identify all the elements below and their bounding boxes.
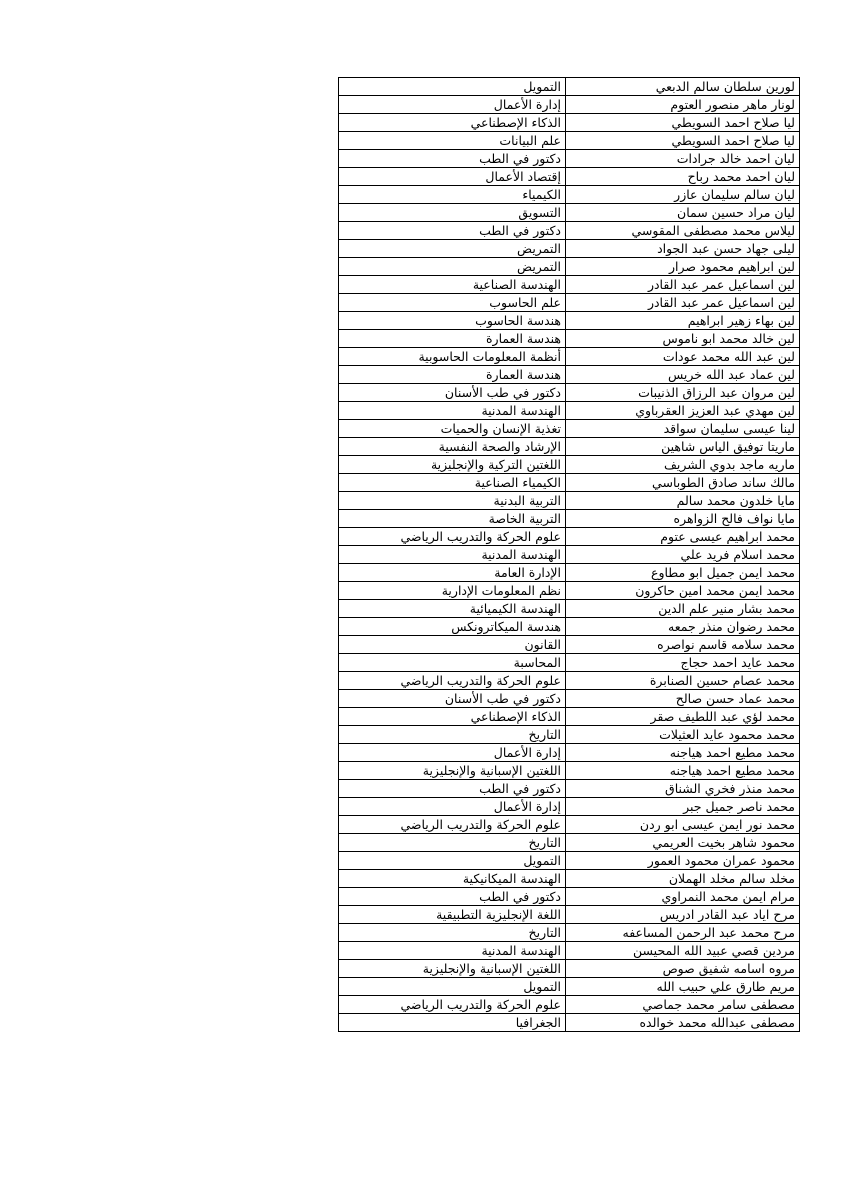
major-cell: الهندسة الكيميائية [339,600,566,618]
major-cell: التاريخ [339,924,566,942]
major-cell: علوم الحركة والتدريب الرياضي [339,528,566,546]
student-name-cell: لونار ماهر منصور العتوم [566,96,800,114]
table-row [339,168,800,186]
table-row [339,996,800,1014]
table-row [339,456,800,474]
table-row [339,150,800,168]
table-row [339,690,800,708]
major-cell: دكتور في الطب [339,888,566,906]
major-cell: الإرشاد والصحة النفسية [339,438,566,456]
table-row [339,1014,800,1032]
table-row [339,258,800,276]
major-cell: هندسة العمارة [339,330,566,348]
table-row [339,852,800,870]
major-cell: إدارة الأعمال [339,744,566,762]
major-cell: إدارة الأعمال [339,96,566,114]
table-row [339,978,800,996]
student-name-cell: لينا عيسى سليمان سواقد [566,420,800,438]
table-row [339,636,800,654]
student-name-cell: لين مهدي عبد العزيز العقرباوي [566,402,800,420]
major-cell: علوم الحركة والتدريب الرياضي [339,996,566,1014]
table-row [339,672,800,690]
table-row [339,708,800,726]
table-row [339,888,800,906]
student-name-cell: لين عماد عبد الله خريس [566,366,800,384]
major-cell: إدارة الأعمال [339,798,566,816]
student-name-cell: لين خالد محمد ابو ناموس [566,330,800,348]
student-name-cell: ماريتا توفيق الياس شاهين [566,438,800,456]
table-row [339,600,800,618]
major-cell: الهندسة المدنية [339,402,566,420]
student-name-cell: محمد بشار منير علم الدين [566,600,800,618]
table-row [339,942,800,960]
major-cell: الكيمياء [339,186,566,204]
table-row [339,186,800,204]
student-name-cell: مصطفى سامر محمد جماصي [566,996,800,1014]
table-row [339,960,800,978]
student-name-cell: مخلد سالم مخلد الهملان [566,870,800,888]
table-row [339,276,800,294]
major-cell: اللغتين الإسبانية والإنجليزية [339,762,566,780]
student-name-cell: محمد محمود عايد العثيلات [566,726,800,744]
student-name-cell: لين بهاء زهير ابراهيم [566,312,800,330]
table-row [339,438,800,456]
student-name-cell: محمد ابراهيم عيسى عتوم [566,528,800,546]
table-row [339,402,800,420]
major-cell: أنظمة المعلومات الحاسوبية [339,348,566,366]
major-cell: اللغتين التركية والإنجليزية [339,456,566,474]
student-name-cell: محمد ايمن محمد امين حاكرون [566,582,800,600]
student-name-cell: محمد ناصر جميل جبر [566,798,800,816]
student-name-cell: لين ابراهيم محمود صرار [566,258,800,276]
student-name-cell: محمد لؤي عبد اللطيف صقر [566,708,800,726]
table-row [339,528,800,546]
major-cell: القانون [339,636,566,654]
student-name-cell: محمد عماد حسن صالح [566,690,800,708]
student-name-cell: ليلى جهاد حسن عبد الجواد [566,240,800,258]
major-cell: تغذية الإنسان والحميات [339,420,566,438]
major-cell: الهندسة المدنية [339,942,566,960]
major-cell: التمويل [339,978,566,996]
student-name-cell: ليان احمد محمد رباح [566,168,800,186]
student-name-cell: محمد مطيع احمد هياجنه [566,744,800,762]
table-row [339,780,800,798]
student-name-cell: مالك ساند صادق الطوباسي [566,474,800,492]
major-cell: الجغرافيا [339,1014,566,1032]
major-cell: علوم الحركة والتدريب الرياضي [339,816,566,834]
major-cell: التسويق [339,204,566,222]
table-row [339,654,800,672]
major-cell: الذكاء الإصطناعي [339,114,566,132]
major-cell: دكتور في الطب [339,780,566,798]
student-name-cell: محمد مطيع احمد هياجنه [566,762,800,780]
major-cell: علم البيانات [339,132,566,150]
major-cell: دكتور في طب الأسنان [339,384,566,402]
major-cell: اللغتين الإسبانية والإنجليزية [339,960,566,978]
table-row [339,420,800,438]
table-row [339,222,800,240]
table-row [339,924,800,942]
table-row [339,96,800,114]
table-row [339,834,800,852]
table-row [339,330,800,348]
major-cell: دكتور في الطب [339,150,566,168]
table-row [339,762,800,780]
major-cell: إقتصاد الأعمال [339,168,566,186]
major-cell: التربية الخاصة [339,510,566,528]
table-row [339,114,800,132]
student-name-cell: ليا صلاح احمد السويطي [566,114,800,132]
table-row [339,726,800,744]
major-cell: الهندسة المدنية [339,546,566,564]
table-row [339,816,800,834]
student-name-cell: ليان سالم سليمان عازر [566,186,800,204]
table-row [339,744,800,762]
major-cell: نظم المعلومات الإدارية [339,582,566,600]
student-name-cell: لين اسماعيل عمر عبد القادر [566,276,800,294]
major-cell: هندسة الميكاترونكس [339,618,566,636]
student-name-cell: محمد سلامه قاسم نواصره [566,636,800,654]
student-name-cell: مايا خلدون محمد سالم [566,492,800,510]
student-name-cell: مريم طارق علي حبيب الله [566,978,800,996]
major-cell: الكيمياء الصناعية [339,474,566,492]
major-cell: دكتور في الطب [339,222,566,240]
student-name-cell: مرح محمد عبد الرحمن المساعفه [566,924,800,942]
major-cell: التاريخ [339,834,566,852]
student-name-cell: مرام ايمن محمد النمراوي [566,888,800,906]
student-name-cell: لين مروان عبد الرزاق الذنيبات [566,384,800,402]
table-row [339,564,800,582]
major-cell: الإدارة العامة [339,564,566,582]
major-cell: التمريض [339,240,566,258]
table-row [339,312,800,330]
table-body [339,78,800,1032]
student-name-cell: مرح اياد عبد القادر ادريس [566,906,800,924]
student-majors-table [338,77,800,1032]
student-name-cell: ليان مراد حسين سمان [566,204,800,222]
major-cell: الهندسة الميكانيكية [339,870,566,888]
major-cell: علم الحاسوب [339,294,566,312]
student-name-cell: محمد عايد احمد حجاج [566,654,800,672]
student-name-cell: محمد منذر فخري الشناق [566,780,800,798]
table-row [339,510,800,528]
student-name-cell: ليان احمد خالد جرادات [566,150,800,168]
table-row [339,582,800,600]
major-cell: التربية البدنية [339,492,566,510]
table-row [339,132,800,150]
table-row [339,366,800,384]
student-name-cell: محمود عمران محمود العمور [566,852,800,870]
student-name-cell: محمد رضوان منذر جمعه [566,618,800,636]
student-name-cell: ليلاس محمد مصطفى المقوسي [566,222,800,240]
student-name-cell: محمد عصام حسين الصنابرة [566,672,800,690]
major-cell: هندسة العمارة [339,366,566,384]
major-cell: المحاسبة [339,654,566,672]
student-name-cell: محمد ايمن جميل ابو مطاوع [566,564,800,582]
student-name-cell: محمود شاهر بخيت العريمي [566,834,800,852]
student-name-cell: ماريه ماجد بدوي الشريف [566,456,800,474]
table-row [339,546,800,564]
table-row [339,798,800,816]
major-cell: علوم الحركة والتدريب الرياضي [339,672,566,690]
table-row [339,294,800,312]
major-cell: الذكاء الإصطناعي [339,708,566,726]
student-name-cell: لين اسماعيل عمر عبد القادر [566,294,800,312]
major-cell: اللغة الإنجليزية التطبيقية [339,906,566,924]
major-cell: التمريض [339,258,566,276]
major-cell: هندسة الحاسوب [339,312,566,330]
student-name-cell: لين عبد الله محمد عودات [566,348,800,366]
table-row [339,492,800,510]
table-row [339,906,800,924]
major-cell: التمويل [339,78,566,96]
table-row [339,204,800,222]
student-name-cell: لورين سلطان سالم الدبعي [566,78,800,96]
student-name-cell: محمد نور ايمن عيسى ابو ردن [566,816,800,834]
student-name-cell: مصطفى عبدالله محمد خوالده [566,1014,800,1032]
table-row [339,78,800,96]
major-cell: التمويل [339,852,566,870]
table-row [339,348,800,366]
table-row [339,870,800,888]
table-row [339,474,800,492]
major-cell: دكتور في طب الأسنان [339,690,566,708]
student-name-cell: ليا صلاح احمد السويطي [566,132,800,150]
student-name-cell: محمد اسلام فريد علي [566,546,800,564]
table-row [339,618,800,636]
table-row [339,384,800,402]
student-name-cell: مروه اسامه شفيق صوص [566,960,800,978]
student-name-cell: مايا نواف فالح الزواهره [566,510,800,528]
major-cell: الهندسة الصناعية [339,276,566,294]
table-row [339,240,800,258]
student-name-cell: مردين قصي عبيد الله المحيسن [566,942,800,960]
major-cell: التاريخ [339,726,566,744]
